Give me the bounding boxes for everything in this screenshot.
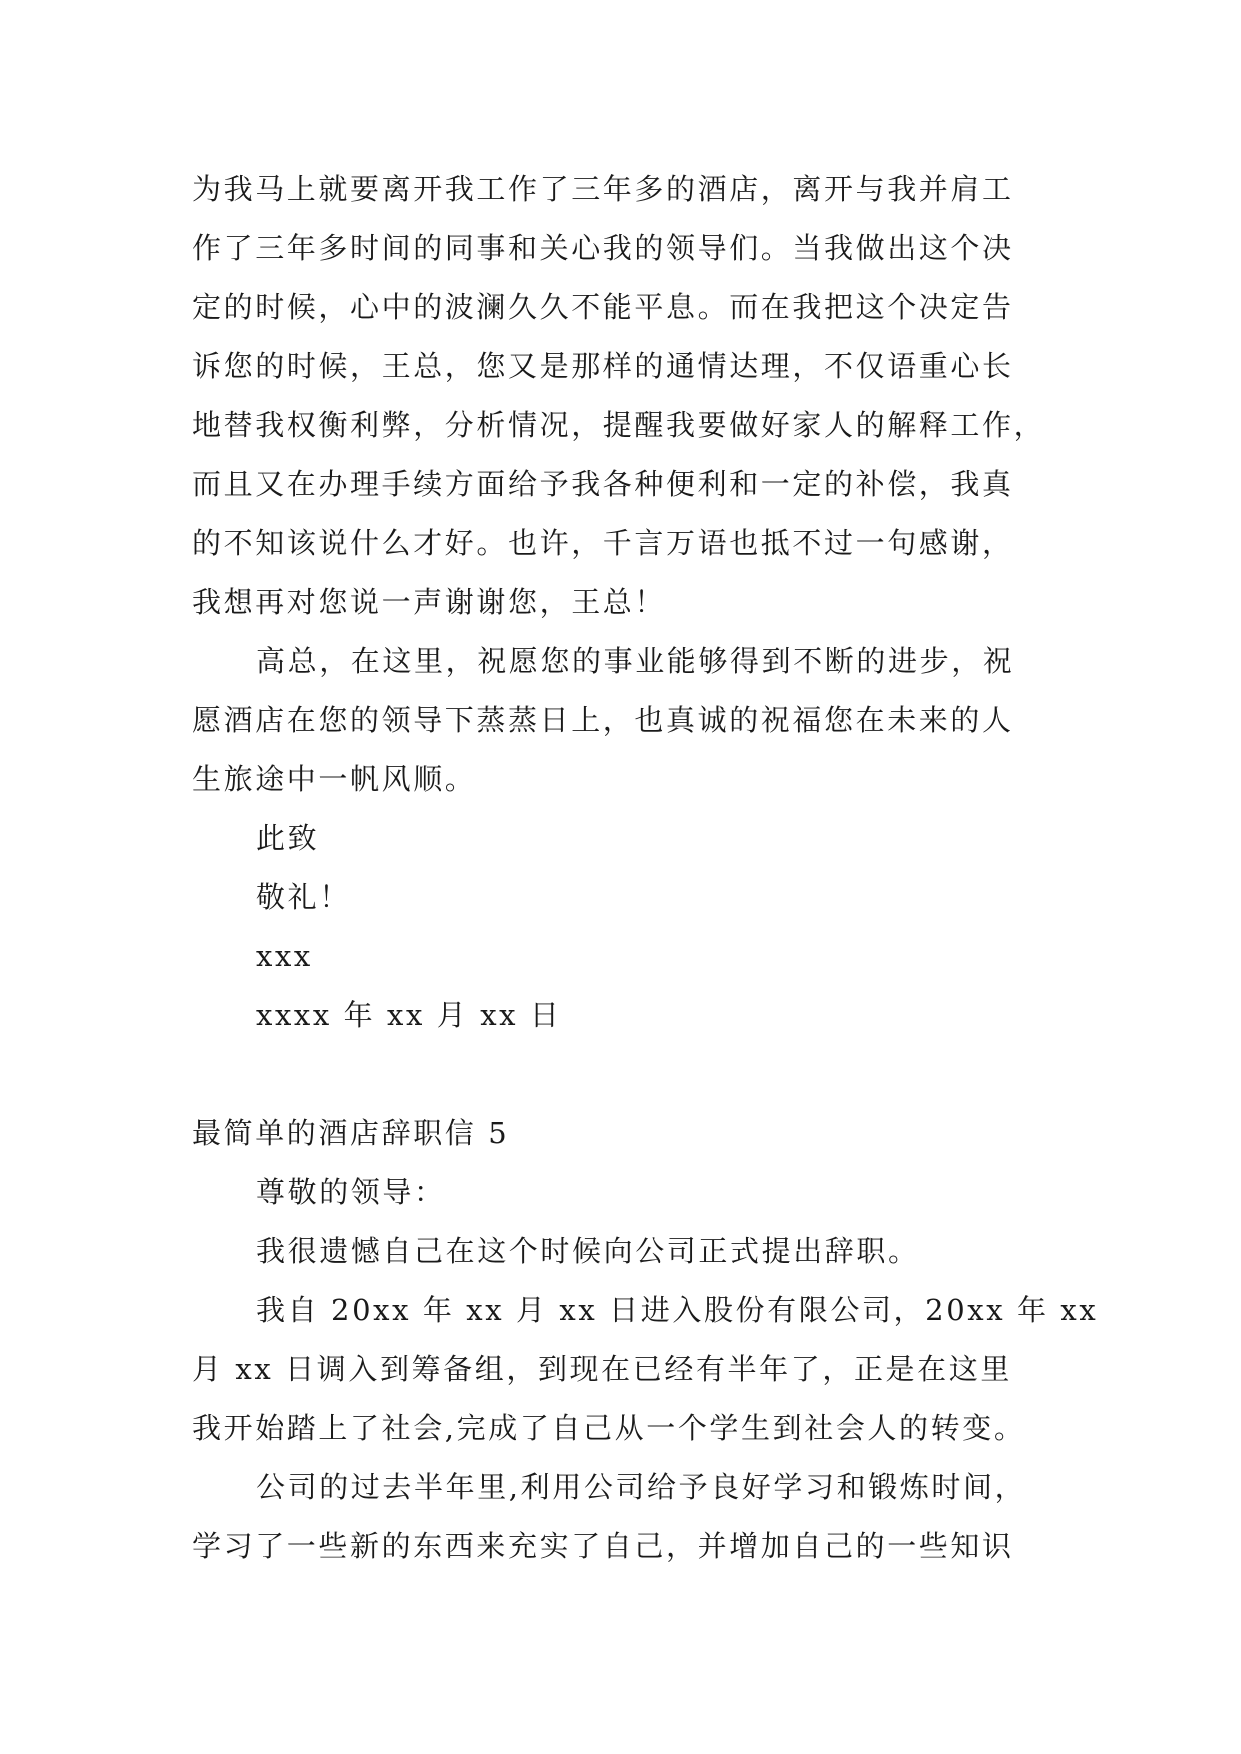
letter5-greeting: 尊敬的领导： [256,1175,446,1209]
text-line: 学习了一些新的东西来充实了自己，并增加自己的一些知识 [192,1529,1014,1563]
letter5-paragraph-3 [192,1458,1052,1576]
letter4-date: xxxx 年 xx 月 xx 日 [256,998,562,1032]
document-body [192,160,1099,1576]
text-line: 公司的过去半年里,利用公司给予良好学习和锻炼时间， [256,1470,1027,1504]
text-line: 作了三年多时间的同事和关心我的领导们。当我做出这个决 [192,231,1014,265]
letter4-salute: 敬礼！ [256,880,351,914]
text-line: 我自 20xx 年 xx 月 xx 日进入股份有限公司，20xx 年 xx [256,1293,1099,1327]
letter4-paragraph-1 [192,160,1052,632]
text-line: 定的时候，心中的波澜久久不能平息。而在我把这个决定告 [192,290,1014,324]
text-line: 为我马上就要离开我工作了三年多的酒店，离开与我并肩工 [192,172,1014,206]
text-line: 地替我权衡利弊，分析情况，提醒我要做好家人的解释工作， [192,408,1046,442]
text-line: 我开始踏上了社会,完成了自己从一个学生到社会人的转变。 [192,1411,1026,1445]
letter5-title: 最简单的酒店辞职信 5 [192,1116,510,1150]
section-gap [192,1045,1052,1104]
text-line: 而且又在办理手续方面给予我各种便利和一定的补偿，我真 [192,467,1014,501]
letter5-paragraph-1: 我很遗憾自己在这个时候向公司正式提出辞职。 [256,1234,920,1268]
text-line: 愿酒店在您的领导下蒸蒸日上，也真诚的祝福您在未来的人 [192,703,1014,737]
text-line: 生旅途中一帆风顺。 [192,762,477,796]
letter4-closing: 此致 [256,821,320,855]
text-line: 月 xx 日调入到筹备组，到现在已经有半年了，正是在这里 [192,1352,1012,1386]
text-line: 我想再对您说一声谢谢您，王总！ [192,585,667,619]
letter4-paragraph-2 [192,632,1052,809]
letter5-paragraph-2 [192,1281,1099,1458]
letter4-signature: xxx [256,939,313,973]
text-line: 诉您的时候，王总，您又是那样的通情达理，不仅语重心长 [192,349,1014,383]
text-line: 高总，在这里，祝愿您的事业能够得到不断的进步，祝 [256,644,1015,678]
text-line: 的不知该说什么才好。也许，千言万语也抵不过一句感谢， [192,526,1014,560]
